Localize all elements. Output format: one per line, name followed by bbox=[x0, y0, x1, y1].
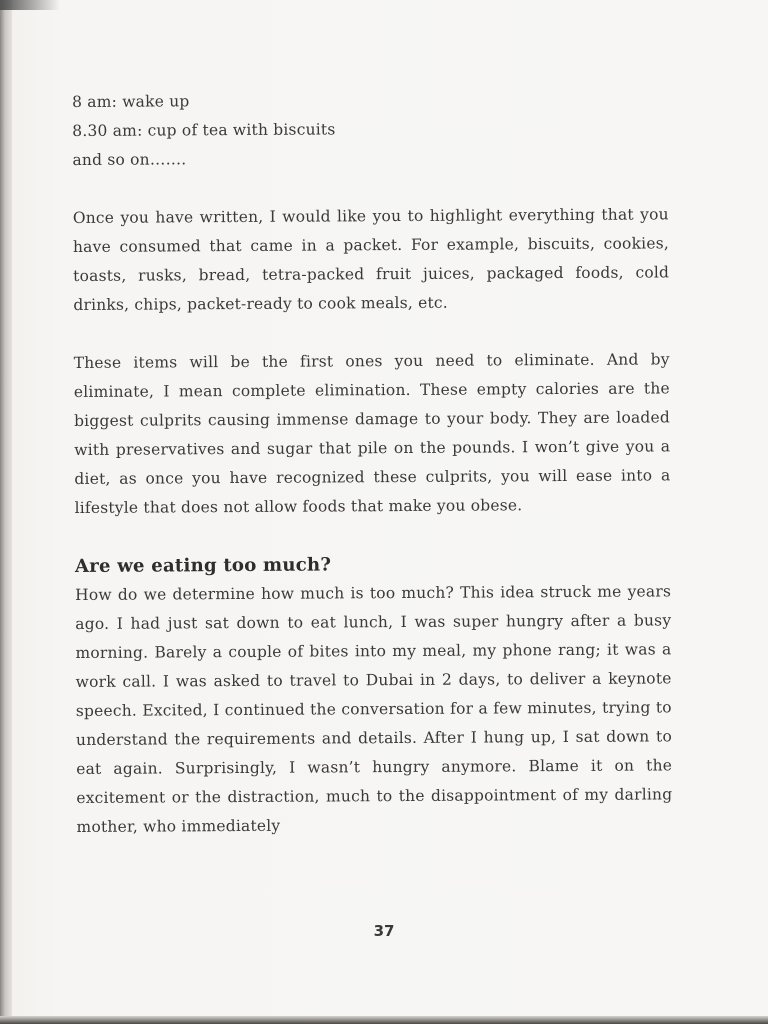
schedule-line: 8.30 am: cup of tea with biscuits bbox=[72, 120, 336, 140]
schedule-line: 8 am: wake up bbox=[72, 92, 190, 111]
page-gutter bbox=[0, 0, 12, 1024]
page-number: 37 bbox=[373, 922, 395, 940]
section-body: How do we determine how much is too much? This idea struck me years ago. I had just sat down to eat lunch, I was super hungry after a busy morning. Barely a couple of bites into my meal, my phone rang; it was a work call. I was asked to travel to Dubai in 2 days, to deliver a keynote speech. Excited, I continued the conversation for a few minutes, trying to understand the requirements and details. After I hung up, I sat down to eat again. Surprisingly, I wasn’t hungry anymore. Blame it on the excitement or the distraction, much to the disappointment of my darling mother, who immediately bbox=[75, 582, 673, 836]
page-corner-shadow bbox=[0, 0, 60, 10]
section-heading: Are we eating too much? bbox=[74, 554, 332, 577]
page-text-block bbox=[72, 84, 673, 871]
schedule-list bbox=[72, 84, 669, 175]
page-bottom-edge bbox=[0, 1016, 768, 1024]
paragraph-highlight-packets: Once you have written, I would like you to highlight everything that you have consumed that came in a packet. For example, biscuits, cookies, toasts, rusks, bread, tetra-packed fruit juices, packaged foods, cold drinks, chips, packet-ready to cook meals, etc. bbox=[72, 205, 670, 314]
schedule-line: and so on……. bbox=[72, 150, 187, 169]
paragraph-eliminate: These items will be the first ones you need to eliminate. And by eliminate, I mean complete elimination. These empty calories are the biggest culprits causing immense damage to your body. They are loaded with preservatives and sugar that pile on the pounds. I won’t give you a diet, as once you have recognized these culprits, you will ease into a lifestyle that does not allow foods that make you obese. bbox=[73, 350, 671, 517]
